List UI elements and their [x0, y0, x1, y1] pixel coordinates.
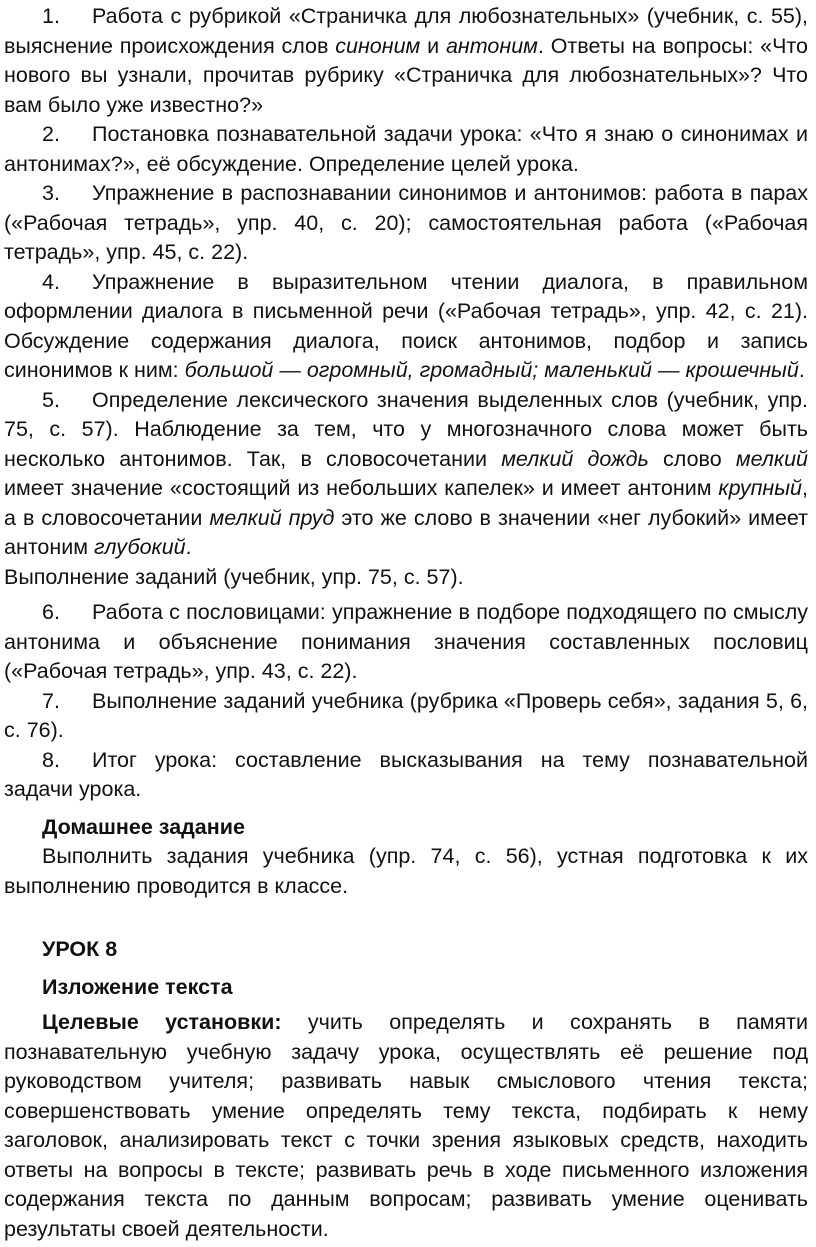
list-item: [4, 598, 808, 687]
list-text: Выполнение заданий учебника (рубрика «Проверь себя», задания 5, 6, с. 76).: [4, 688, 808, 742]
list-item: [4, 120, 808, 179]
list-text: это же слово в значении «нег лубокий» имеет антоним: [4, 505, 809, 559]
goals-label: Целевые установки:: [42, 1010, 282, 1034]
list-number: 4.: [42, 269, 60, 294]
italic-term: мелкий пруд: [209, 505, 335, 530]
list-text: слово: [648, 446, 736, 471]
list-item: [4, 179, 808, 268]
list-text: Постановка познавательной задачи урока: «Что я знаю о синонимах и антонимах?», её обсуждение. Определение целей урока.: [4, 122, 808, 176]
homework-text: Выполнить задания учебника (упр. 74, с. 56), устная подготовка к их выполнению проводится в классе.: [4, 844, 808, 898]
tasks-note: Выполнение заданий (учебник, упр. 75, с. 57).: [4, 564, 464, 589]
steps-list: [4, 2, 808, 563]
goals-text: учить определять и сохранять в памяти познавательную учебную задачу урока, осуществлять её решение под руководством учителя; развивать навык смыслового чтения текста; совершенствовать умение определять тему текста, подбирать к нему заголовок, анализировать текст с точки зрения языковых средств, находить ответы на вопросы в тексте; развивать речь в ходе письменного изложения содержания текста по данным вопросам; развивать умение оценивать результаты своей деятельности.: [4, 1010, 808, 1241]
list-item: [4, 268, 808, 386]
list-number: 1.: [42, 4, 60, 28]
list-text: , а в словосочетании: [4, 476, 808, 530]
list-text: Упражнение в распознавании синонимов и антонимов: работа в парах («Рабочая тетрадь», упр. 40, с. 20); самостоятельная работа («Рабочая тетрадь», упр. 45, с. 22).: [4, 181, 808, 264]
italic-term: мелкий дождь: [501, 446, 649, 471]
list-item: [4, 386, 808, 563]
list-number: 6.: [42, 600, 60, 624]
italic-term: синоним: [335, 33, 421, 58]
italic-term: мелкий: [735, 446, 809, 471]
list-item: [4, 746, 808, 805]
lesson-number: УРОК 8: [42, 937, 118, 961]
list-number: 5.: [42, 387, 60, 412]
list-text: .: [798, 358, 805, 382]
list-item: [4, 2, 808, 120]
list-text: . Ответы на вопросы: «Что нового вы узнали, прочитав рубрику «Страничка для любознательных»? Что вам было уже известно?»: [4, 33, 808, 117]
list-text: .: [185, 535, 192, 559]
italic-term: большой — огромный, громадный; маленький — крошечный: [184, 358, 799, 382]
list-number: 7.: [42, 688, 60, 713]
list-text: Работа с рубрикой «Страничка для любознательных» (учебник, с. 55), выяснение происхождения слов: [4, 4, 808, 58]
lesson-goals: [4, 1008, 808, 1244]
list-text: Упражнение в выразительном чтении диалога, в правильном оформлении диалога в письменной речи («Рабочая тетрадь», упр. 42, с. 21). Обсуждение содержания диалога, поиск антонимов, подбор и запись синонимов к ним:: [4, 269, 808, 382]
list-text: Работа с пословицами: упражнение в подборе подходящего по смыслу антонима и объяснение понимания значения составленных пословиц («Рабочая тетрадь», упр. 43, с. 22).: [4, 600, 808, 683]
list-number: 2.: [42, 122, 60, 146]
steps-list-continued: [4, 598, 808, 805]
homework-heading: Домашнее задание: [42, 814, 245, 839]
italic-term: крупный: [718, 476, 803, 500]
list-text: Итог урока: составление высказывания на тему познавательной задачи урока.: [4, 747, 808, 801]
list-item: [4, 687, 808, 746]
document-page: [0, 2, 816, 1247]
list-text: и: [420, 33, 446, 58]
italic-term: антоним: [445, 33, 538, 58]
list-number: 3.: [42, 181, 60, 205]
list-text: имеет значение «состоящий из небольших капелек» и имеет антоним: [4, 476, 719, 500]
lesson-title: Изложение текста: [42, 974, 233, 999]
italic-term: глубокий: [94, 535, 186, 559]
list-text: Определение лексического значения выделенных слов (учебник, упр. 75, с. 57). Наблюдение за тем, что у многозначного слова может быть несколько антонимов. Так, в словосочетании: [4, 387, 808, 471]
list-number: 8.: [42, 747, 60, 772]
